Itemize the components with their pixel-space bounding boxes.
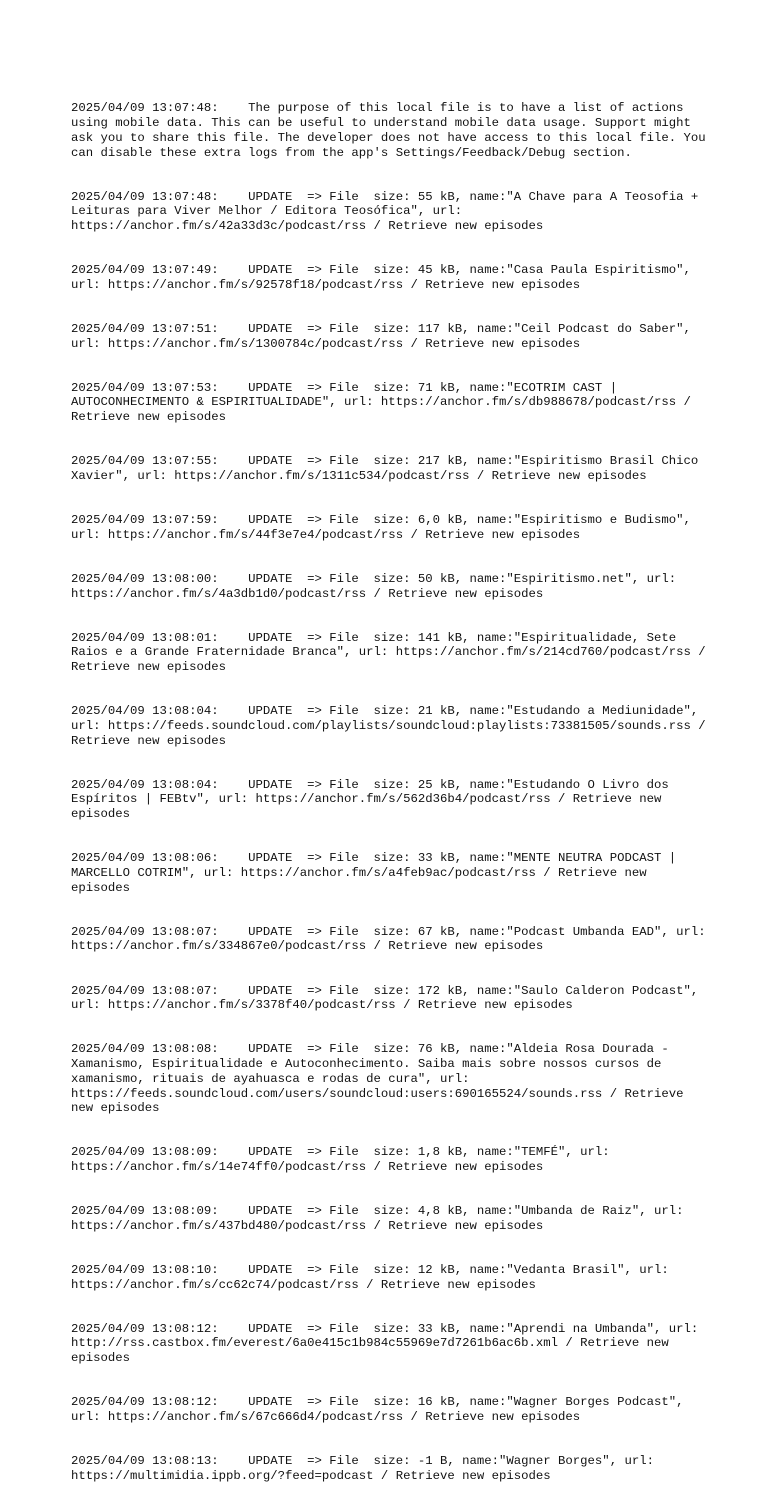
- log-entry: 2025/04/09 13:07:49: UPDATE => File size: 45 kB, name:"Casa Paula Espiritismo", url: https://anchor.fm/s/92578f18/podcast/rss / Retrieve new episodes: [71, 263, 699, 292]
- log-entry: 2025/04/09 13:08:12: UPDATE => File size: 33 kB, name:"Aprendi na Umbanda", url: http://rss.castbox.fm/everest/6a0e415c1b984c55969e7d7261b6ac6b.xml / Retrieve new episodes: [71, 1321, 706, 1366]
- log-entry: 2025/04/09 13:07:51: UPDATE => File size: 117 kB, name:"Ceil Podcast do Saber", url: https://anchor.fm/s/1300784c/podcast/rss / Retrieve new episodes: [71, 321, 699, 351]
- log-entry: 2025/04/09 13:08:07: UPDATE => File size: 67 kB, name:"Podcast Umbanda EAD", url: https://anchor.fm/s/334867e0/podcast/rss / Retrieve new episodes: [71, 924, 714, 954]
- log-entry: 2025/04/09 13:08:00: UPDATE => File size: 50 kB, name:"Espiritismo.net", url: https://anchor.fm/s/4a3db1d0/podcast/rss / Retrieve new episodes: [71, 571, 684, 601]
- log-entry: 2025/04/09 13:08:12: UPDATE => File size: 16 kB, name:"Wagner Borges Podcast", url: https://anchor.fm/s/67c666d4/podcast/rss / Retrieve new episodes: [71, 1395, 691, 1424]
- log-entry: 2025/04/09 13:08:04: UPDATE => File size: 21 kB, name:"Estudando a Mediunidade", url: https://feeds.soundcloud.com/playlists/soundcloud:playlists:73381505/sounds.rss / Retrieve new episodes: [71, 704, 714, 748]
- log-document: [71, 72, 714, 1498]
- log-entry: 2025/04/09 13:08:09: UPDATE => File size: 1,8 kB, name:"TEMFÉ", url: https://anchor.fm/s/14e74ff0/podcast/rss / Retrieve new episodes: [71, 1145, 618, 1175]
- log-entry: 2025/04/09 13:08:08: UPDATE => File size: 76 kB, name:"Aldeia Rosa Dourada - Xamanismo, Espiritualidade e Autoconhecimento. Saiba mais sobre nossos cursos de xamanismo, rituais de ayahuasca e rodas de cura", url: https://feeds.soundcloud.com/users/soundcloud:users:690165524/sounds.rss / Retrieve new episodes: [71, 1042, 691, 1116]
- log-entry: 2025/04/09 13:07:48: UPDATE => File size: 55 kB, name:"A Chave para A Teosofia + Leituras para Viver Melhor / Editora Teosófica", url: https://anchor.fm/s/42a33d3c/podcast/rss / Retrieve new episodes: [71, 189, 706, 234]
- log-entry: 2025/04/09 13:08:06: UPDATE => File size: 33 kB, name:"MENTE NEUTRA PODCAST | MARCELLO COTRIM", url: https://anchor.fm/s/a4feb9ac/podcast/rss / Retrieve new episodes: [71, 851, 684, 895]
- log-entry: 2025/04/09 13:08:01: UPDATE => File size: 141 kB, name:"Espiritualidade, Sete Raios e a Grande Fraternidade Branca", url: https://anchor.fm/s/214cd760/podcast/rss / Retrieve new episodes: [71, 630, 714, 675]
- log-entry: 2025/04/09 13:08:09: UPDATE => File size: 4,8 kB, name:"Umbanda de Raiz", url: https://anchor.fm/s/437bd480/podcast/rss / Retrieve new episodes: [71, 1204, 691, 1233]
- log-entry: 2025/04/09 13:08:10: UPDATE => File size: 12 kB, name:"Vedanta Brasil", url: https://anchor.fm/s/cc62c74/podcast/rss / Retrieve new episodes: [71, 1262, 677, 1292]
- log-entry: 2025/04/09 13:08:07: UPDATE => File size: 172 kB, name:"Saulo Calderon Podcast", url: https://anchor.fm/s/3378f40/podcast/rss / Retrieve new episodes: [71, 983, 706, 1013]
- log-entry: 2025/04/09 13:07:55: UPDATE => File size: 217 kB, name:"Espiritismo Brasil Chico Xavier", url: https://anchor.fm/s/1311c534/podcast/rss / Retrieve new episodes: [71, 454, 706, 483]
- log-entry: 2025/04/09 13:07:59: UPDATE => File size: 6,0 kB, name:"Espiritismo e Budismo", url: https://anchor.fm/s/44f3e7e4/podcast/rss / Retrieve new episodes: [71, 513, 699, 542]
- log-entry: 2025/04/09 13:08:04: UPDATE => File size: 25 kB, name:"Estudando O Livro dos Espíritos | FEBtv", url: https://anchor.fm/s/562d36b4/podcast/rss / Retrieve new episodes: [71, 777, 677, 822]
- log-entry: 2025/04/09 13:08:13: UPDATE => File size: -1 B, name:"Wagner Borges", url: https://multimidia.ippb.org/?feed=podcast / Retrieve new episodes: [71, 1454, 662, 1483]
- log-entry: 2025/04/09 13:07:48: The purpose of this local file is to have a list of actions using mobile data. This can be useful to understand mobile data usage. Support might ask you to share this file. The developer does not have access to this local file. You can disable these extra logs from the app's Settings/Feedback/Debug section.: [71, 101, 714, 160]
- log-entry: 2025/04/09 13:07:53: UPDATE => File size: 71 kB, name:"ECOTRIM CAST | AUTOCONHECIMENTO & ESPIRITUALIDADE", url: https://anchor.fm/s/db988678/podcast/rss / Retrieve new episodes: [71, 380, 699, 425]
